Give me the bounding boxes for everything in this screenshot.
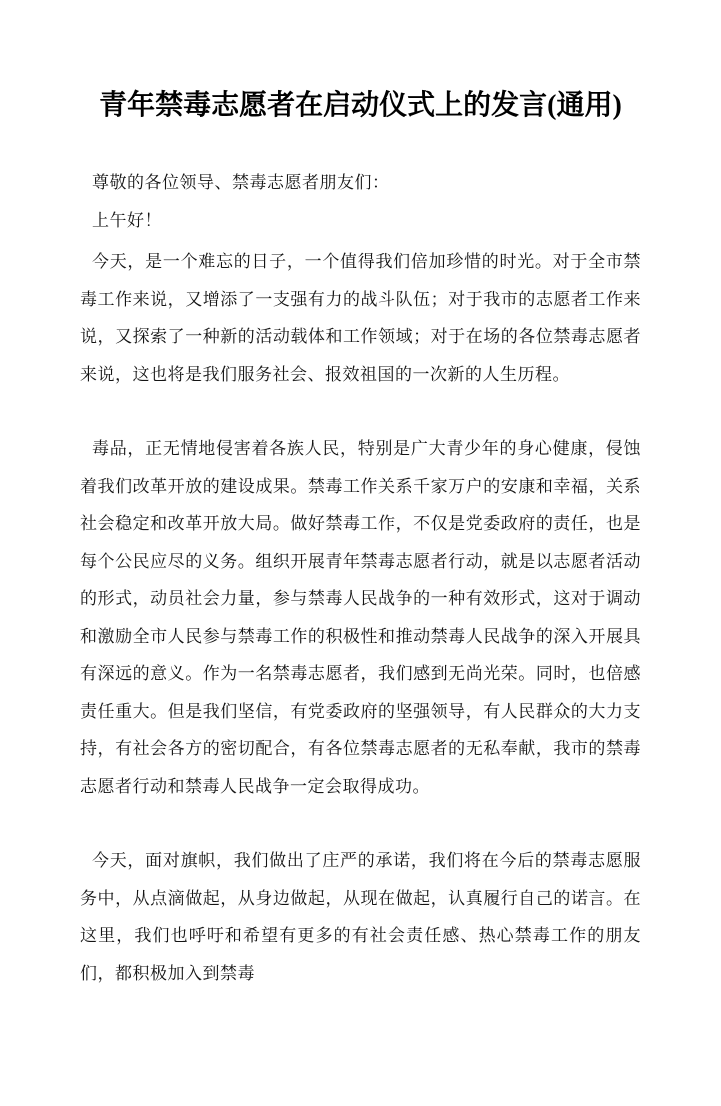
paragraph: 今天，是一个难忘的日子，一个值得我们倍加珍惜的时光。对于全市禁毒工作来说，又增添了一支强有力的战斗队伍；对于我市的志愿者工作来说，又探索了一种新的活动载体和工作领域；对于在场的各位禁毒志愿者来说，这也将是我们服务社会、报效祖国的一次新的人生历程。: [80, 252, 641, 384]
document-page: [80, 86, 641, 992]
page-title: 青年禁毒志愿者在启动仪式上的发言(通用): [99, 90, 622, 121]
greeting-line: 上午好！: [92, 210, 162, 230]
paragraph: 今天，面对旗帜，我们做出了庄严的承诺，我们将在今后的禁毒志愿服务中，从点滴做起，从身边做起，从现在做起，认真履行自己的诺言。在这里，我们也呼吁和希望有更多的有社会责任感、热心禁毒工作的朋友们，都积极加入到禁毒: [80, 851, 641, 983]
paragraph: 毒品，正无情地侵害着各族人民，特别是广大青少年的身心健康，侵蚀着我们改革开放的建设成果。禁毒工作关系千家万户的安康和幸福，关系社会稳定和改革开放大局。做好禁毒工作，不仅是党委政府的责任，也是每个公民应尽的义务。组织开展青年禁毒志愿者行动，就是以志愿者活动的形式，动员社会力量，参与禁毒人民战争的一种有效形式，这对于调动和激励全市人民参与禁毒工作的积极性和推动禁毒人民战争的深入开展具有深远的意义。作为一名禁毒志愿者，我们感到无尚光荣。同时，也倍感责任重大。但是我们坚信，有党委政府的坚强领导，有人民群众的大力支持，有社会各方的密切配合，有各位禁毒志愿者的无私奉献，我市的禁毒志愿者行动和禁毒人民战争一定会取得成功。: [80, 439, 641, 796]
salutation-line: 尊敬的各位领导、禁毒志愿者朋友们：: [92, 173, 390, 192]
